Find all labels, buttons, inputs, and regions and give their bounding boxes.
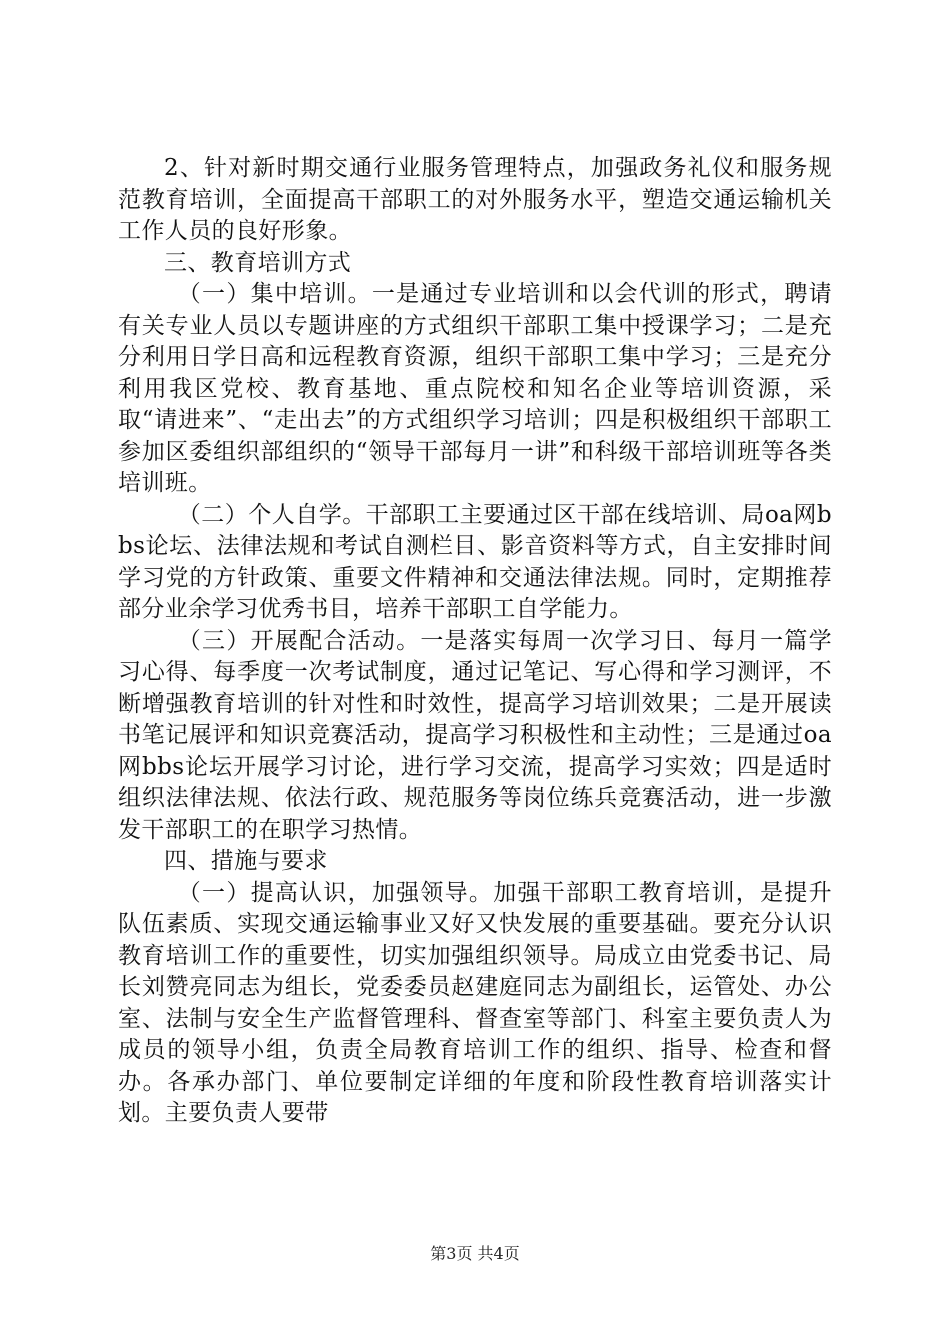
paragraph-leadership: （一）提高认识，加强领导。加强干部职工教育培训，是提升队伍素质、实现交通运输事业又好又快发展的重要基础。要充分认识教育培训工作的重要性，切实加强组织领导。局成立由党委书记、局长刘赞亮同志为组长，党委委员赵建庭同志为副组长，运管处、办公室、法制与安全生产监督管理科、督查室等部门、科室主要负责人为成员的领导小组，负责全局教育培训工作的组织、指导、检查和督办。各承办部门、单位要制定详细的年度和阶段性教育培训落实计划。主要负责人要带 xyxy=(118,879,832,1126)
page-number-footer: 第3页 共4页 xyxy=(430,1244,520,1263)
paragraph-service-training: 2、针对新时期交通行业服务管理特点，加强政务礼仪和服务规范教育培训，全面提高干部职工的对外服务水平，塑造交通运输机关工作人员的良好形象。 xyxy=(118,155,832,244)
section-heading-measures: 四、措施与要求 xyxy=(164,848,328,874)
section-heading-training-methods: 三、教育培训方式 xyxy=(164,249,352,276)
paragraph-self-study: （二）个人自学。干部职工主要通过区干部在线培训、局oa网bbs论坛、法律法规和考试自测栏目、影音资料等方式，自主安排时间学习党的方针政策、重要文件精神和交通法律法规。同时，定期推荐部分业余学习优秀书目，培养干部职工自学能力。 xyxy=(118,501,832,622)
paragraph-supporting-activities: （三）开展配合活动。一是落实每周一次学习日、每月一篇学习心得、每季度一次考试制度，通过记笔记、写心得和学习测评，不断增强教育培训的针对性和时效性，提高学习培训效果；二是开展读书笔记展评和知识竞赛活动，提高学习积极性和主动性；三是通过oa网bbs论坛开展学习讨论，进行学习交流，提高学习实效；四是适时组织法律法规、依法行政、规范服务等岗位练兵竞赛活动，进一步激发干部职工的在职学习热情。 xyxy=(118,627,832,843)
document-body xyxy=(118,153,832,1130)
paragraph-centralized-training: （一）集中培训。一是通过专业培训和以会代训的形式，聘请有关专业人员以专题讲座的方式组织干部职工集中授课学习；二是充分利用日学日高和远程教育资源，组织干部职工集中学习；三是充分利用我区党校、教育基地、重点院校和知名企业等培训资源，采取“请进来”、“走出去”的方式组织学习培训；四是积极组织干部职工参加区委组织部组织的“领导干部每月一讲”和科级干部培训班等各类培训班。 xyxy=(118,281,832,496)
